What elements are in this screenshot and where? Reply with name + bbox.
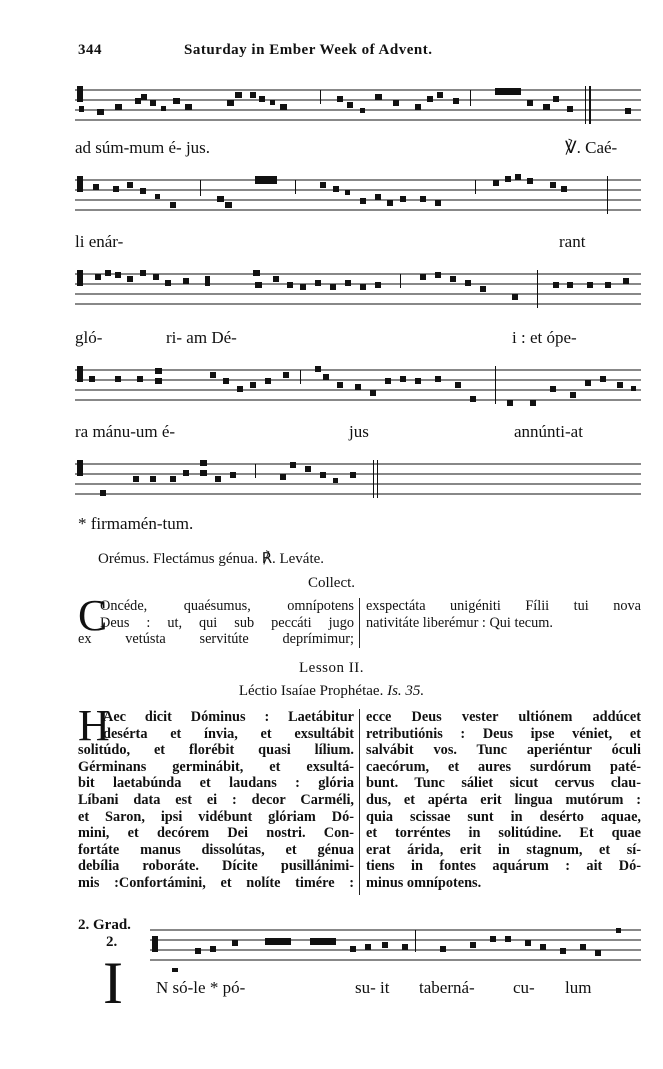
collect-right-column [366, 598, 641, 631]
lyric-line-1b: ℣. Caé- [565, 138, 618, 157]
collect-right-line: nativitáte liberémur : Qui tecum. [366, 614, 553, 631]
lesson-right-line: et torréntes in solitúdine. Et quae [366, 825, 641, 842]
staff-lines [75, 456, 641, 506]
lesson-left-line: et Saron, ipsi vidébunt glóriam Dó- [78, 808, 354, 825]
gradual-syllables-2: su- it [355, 978, 390, 997]
chant-staff-2 [75, 172, 641, 222]
collect-heading: Collect. [307, 575, 356, 591]
lesson-left-line: mis :Confortámini, et nolíte timére : [78, 874, 354, 891]
lesson-left-line: bit laetabúnda et laudans : glória [78, 775, 354, 792]
lesson-left-line: fortáte manus dissolútas, et génua [78, 841, 354, 858]
lesson-subheading: Léctio Isaíae Prophétae. [238, 683, 384, 699]
lyric-line-2b: rant [559, 232, 586, 251]
lyric-line-3b: ri- am Dé- [166, 328, 237, 347]
lesson-left-line: solitúdo, et florébit quasi lílium. [78, 742, 354, 759]
staff-lines [75, 266, 641, 316]
gradual-initial: I [103, 950, 123, 1016]
gradual-staff [150, 922, 641, 972]
lesson-right-column [366, 709, 641, 892]
lyric-line-3c: i : et ópe- [512, 328, 577, 347]
lesson-subheading-line [0, 683, 663, 700]
lesson-left-line: Gérminans germinábit, et exsultá- [78, 758, 354, 775]
lyric-line-4a: ra mánu-um é- [75, 422, 176, 441]
gradual-syllables-3: taberná- [419, 978, 475, 997]
lesson-right-line: salvábit vos. Tunc aperiéntur óculi [366, 742, 641, 759]
lyric-line-1a: ad súm-mum é- jus. [75, 138, 211, 157]
staff-lines [75, 172, 641, 222]
collect-dropcap: C [78, 591, 108, 640]
lesson-left-line: debília roboráte. Dícite pusillánimi- [78, 858, 354, 875]
collect-left-line: Oncéde, quaésumus, omnípotens [100, 598, 354, 614]
lesson-right-line: dus, et apérta erit lingua mutórum : [366, 791, 641, 808]
lesson-right-line: retributiónis : Deus ipse véniet, et [366, 725, 641, 742]
lyric-line-4c: annúnti-at [514, 422, 583, 441]
collect-right-line: exspectáta unigéniti Fílii tui nova [366, 598, 641, 614]
gradual-syllables-4: cu- [513, 978, 535, 997]
oremus-line: Orémus. Flectámus génua. ℟. Leváte. [98, 551, 325, 567]
staff-lines [75, 82, 641, 132]
gradual-syllables-1: N só-le * pó- [156, 978, 246, 997]
lyric-line-2a: li enár- [75, 232, 124, 251]
gradual-mode: 2. [106, 934, 118, 950]
lesson-right-line: bunt. Tunc sáliet sicut cervus clau- [366, 775, 641, 792]
staff-lines [75, 362, 641, 412]
lyric-line-3a: gló- [75, 328, 103, 347]
lyric-line-5: * firmamén-tum. [78, 514, 194, 533]
gradual-syllables-5: lum [565, 978, 592, 997]
lesson-right-line: tiens in fontes aquárum : ait Dó- [366, 858, 641, 875]
lesson-right-line: caecórum, et aures surdórum paté- [366, 758, 641, 775]
gradual-label: 2. Grad. [78, 917, 131, 933]
lesson-reference: Is. 35. [387, 683, 425, 699]
page-title: Saturday in Ember Week of Advent. [184, 42, 433, 58]
lesson-right-line: erat árida, erit in stagnum, et sí- [366, 841, 641, 858]
collect-left-column [78, 591, 354, 648]
chant-staff-1 [75, 82, 641, 132]
lesson-right-line: ecce Deus vester ultiónem addúcet [366, 709, 641, 725]
column-divider [359, 598, 360, 648]
lesson-right-line: quia scissae sunt in desérto aquae, [366, 808, 641, 825]
lesson-left-line: mini, et decórem Dei nostri. Con- [78, 825, 354, 842]
lesson-heading: Lesson II. [299, 660, 364, 676]
page-number: 344 [78, 42, 102, 58]
lyric-line-4b: jus [349, 422, 369, 441]
lesson-right-line: minus omnípotens. [366, 874, 482, 891]
chant-staff-5 [75, 456, 641, 506]
staff-lines [150, 922, 641, 972]
lesson-dropcap: H [78, 701, 110, 750]
column-divider [359, 709, 360, 895]
lesson-left-line: Aec dicit Dóminus : Laetábitur [103, 709, 354, 725]
chant-staff-4 [75, 362, 641, 412]
lesson-left-line: Líbani data est ei : decor Carméli, [78, 791, 354, 808]
lesson-left-column [78, 709, 354, 892]
lesson-left-line: desérta et ínvia, et exsultábit [103, 725, 354, 742]
collect-left-line: Deus : ut, qui sub peccáti jugo [100, 614, 354, 631]
collect-left-line: ex vetústa servitúte deprímimur; [78, 631, 354, 648]
chant-staff-3 [75, 266, 641, 316]
